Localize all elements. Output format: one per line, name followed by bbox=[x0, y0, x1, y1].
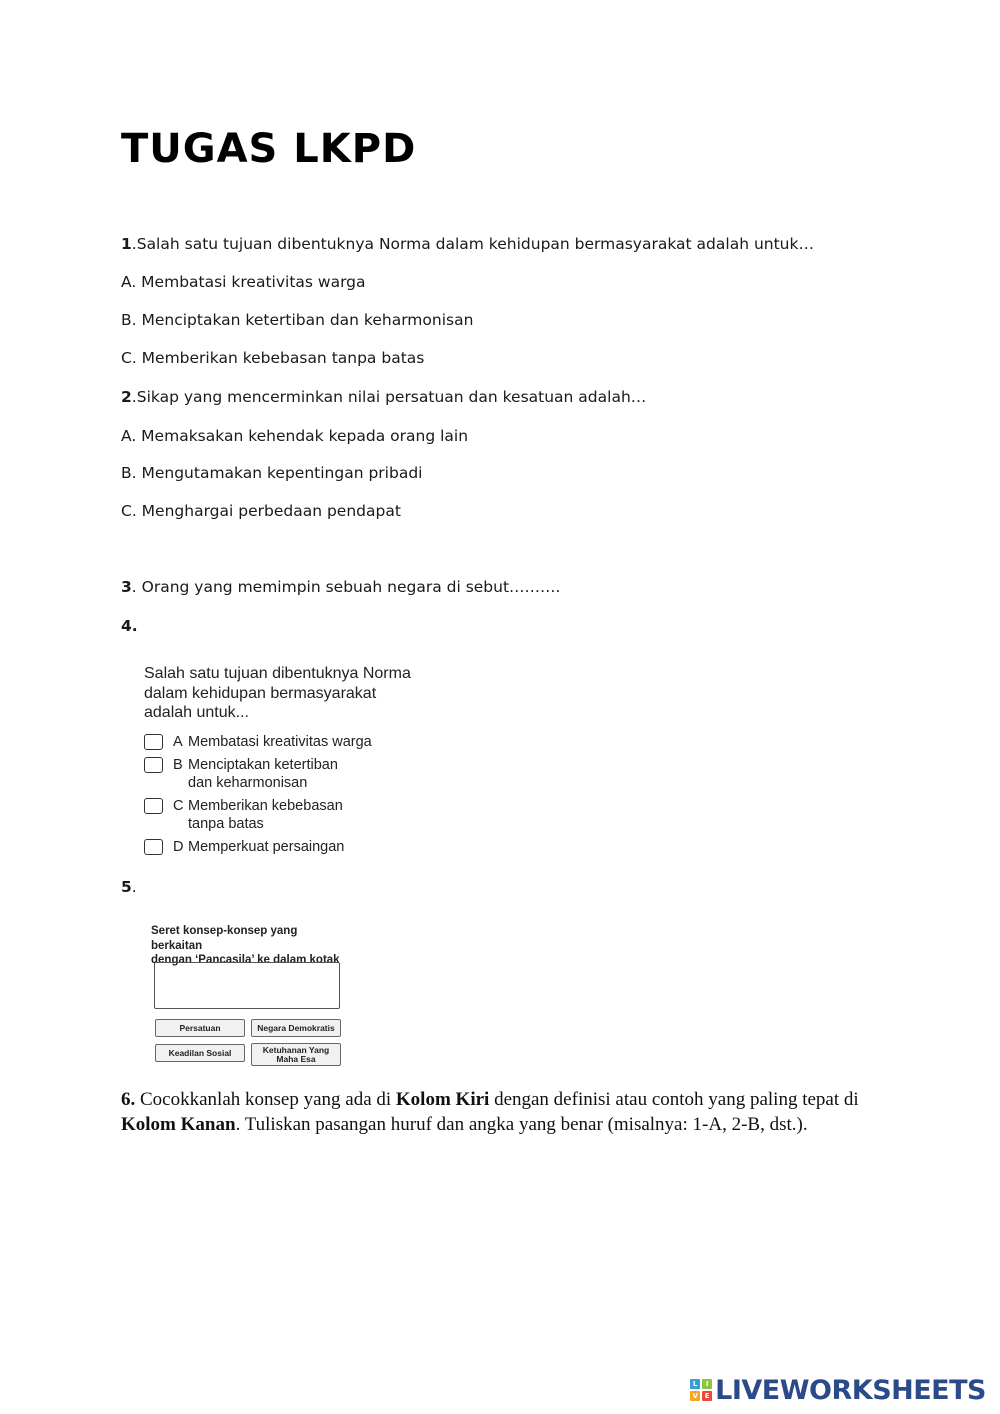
brand-name: LIVEWORKSHEETS bbox=[715, 1374, 986, 1406]
question-5-stem bbox=[151, 924, 351, 968]
logo-tile: E bbox=[702, 1391, 712, 1401]
question-4-stem bbox=[144, 664, 464, 723]
question-2-option-a: A. Memaksakan kehendak kepada orang lain bbox=[121, 427, 469, 445]
question-4-stem-line: adalah untuk... bbox=[144, 704, 249, 721]
drag-chip-keadilan-sosial[interactable] bbox=[155, 1044, 245, 1062]
question-4-stem-line: Salah satu tujuan dibentuknya Norma bbox=[144, 665, 411, 682]
question-4-stem-line: dalam kehidupan bermasyarakat bbox=[144, 684, 377, 702]
question-6-bold-right: Kolom Kanan bbox=[121, 1114, 236, 1135]
logo-tile: I bbox=[702, 1379, 712, 1389]
logo-tile: L bbox=[690, 1379, 700, 1389]
chip-label: Ketuhanan Yang bbox=[262, 1044, 330, 1055]
chip-label-continued: Maha Esa bbox=[276, 1053, 316, 1064]
drag-chip-negara-demokratis[interactable] bbox=[251, 1019, 341, 1037]
question-2 bbox=[121, 388, 646, 406]
chip-label: Keadilan Sosial bbox=[168, 1047, 232, 1058]
option-letter: A bbox=[173, 733, 183, 750]
question-1-number: 1 bbox=[121, 235, 132, 253]
question-5-number-dot: . bbox=[131, 878, 137, 896]
drag-chip-persatuan[interactable] bbox=[155, 1019, 245, 1037]
question-1-option-c: C. Memberikan kebebasan tanpa batas bbox=[121, 349, 425, 367]
question-2-number: 2 bbox=[121, 388, 132, 406]
question-6-bold-left: Kolom Kiri bbox=[395, 1089, 490, 1110]
checkbox[interactable] bbox=[144, 734, 163, 750]
question-5-stem-line: Seret konsep-konsep yang berkaitan bbox=[151, 925, 298, 952]
question-6-number: 6. bbox=[121, 1089, 136, 1110]
question-5-stem-line: dengan ‘Pancasila’ ke dalam kotak bbox=[151, 954, 340, 966]
logo-tile: V bbox=[690, 1391, 700, 1401]
question-5-number bbox=[121, 878, 137, 896]
question-3-stem: . Orang yang memimpin sebuah negara di sebut………. bbox=[131, 578, 561, 596]
question-3-number: 3 bbox=[121, 578, 132, 596]
liveworksheets-logo bbox=[690, 1374, 986, 1406]
question-1-option-b: B. Menciptakan ketertiban dan keharmonisan bbox=[121, 311, 474, 329]
question-4-option-d[interactable] bbox=[144, 839, 464, 857]
question-6-text: dengan definisi atau contoh yang paling tepat di bbox=[489, 1089, 859, 1110]
brand-logo-icon bbox=[690, 1379, 712, 1401]
checkbox[interactable] bbox=[144, 757, 163, 773]
chip-label: Negara Demokratis bbox=[257, 1022, 335, 1033]
question-2-option-c: C. Menghargai perbedaan pendapat bbox=[121, 502, 401, 520]
page-title: TUGAS LKPD bbox=[121, 126, 417, 172]
question-1 bbox=[121, 235, 814, 253]
question-4-card bbox=[144, 664, 464, 863]
question-6-text: Cocokkanlah konsep yang ada di bbox=[135, 1089, 396, 1110]
option-text-continued: dan keharmonisan bbox=[188, 774, 308, 791]
checkbox[interactable] bbox=[144, 798, 163, 814]
question-2-option-b: B. Mengutamakan kepentingan pribadi bbox=[121, 464, 423, 482]
question-5-card bbox=[151, 924, 351, 1064]
question-1-stem: .Salah satu tujuan dibentuknya Norma dalam kehidupan bermasyarakat adalah untuk… bbox=[131, 235, 814, 253]
question-4-option-c[interactable] bbox=[144, 798, 464, 833]
question-2-stem: .Sikap yang mencerminkan nilai persatuan dan kesatuan adalah… bbox=[131, 388, 647, 406]
question-4-option-b[interactable] bbox=[144, 757, 464, 792]
option-letter: B bbox=[173, 757, 183, 773]
question-3 bbox=[121, 578, 560, 596]
question-4-option-a[interactable] bbox=[144, 734, 464, 752]
option-text: Membatasi kreativitas warga bbox=[188, 733, 372, 750]
option-text-continued: tanpa batas bbox=[188, 815, 264, 832]
question-1-option-a: A. Membatasi kreativitas warga bbox=[121, 273, 366, 291]
option-letter: C bbox=[173, 798, 184, 814]
question-5-number-digit: 5 bbox=[121, 878, 132, 896]
question-4-number: 4. bbox=[121, 617, 138, 635]
option-text: Memperkuat persaingan bbox=[188, 839, 345, 855]
drop-target-box[interactable] bbox=[154, 962, 340, 1009]
chip-label: Persatuan bbox=[179, 1022, 221, 1033]
question-6 bbox=[121, 1087, 881, 1137]
checkbox[interactable] bbox=[144, 839, 163, 855]
question-6-text: . Tuliskan pasangan huruf dan angka yang benar (misalnya: 1-A, 2-B, dst.). bbox=[235, 1114, 808, 1135]
option-letter: D bbox=[173, 839, 184, 855]
option-text: Menciptakan ketertiban bbox=[188, 757, 338, 773]
drag-chip-ketuhanan[interactable] bbox=[251, 1043, 341, 1066]
option-text: Memberikan kebebasan bbox=[188, 798, 343, 814]
